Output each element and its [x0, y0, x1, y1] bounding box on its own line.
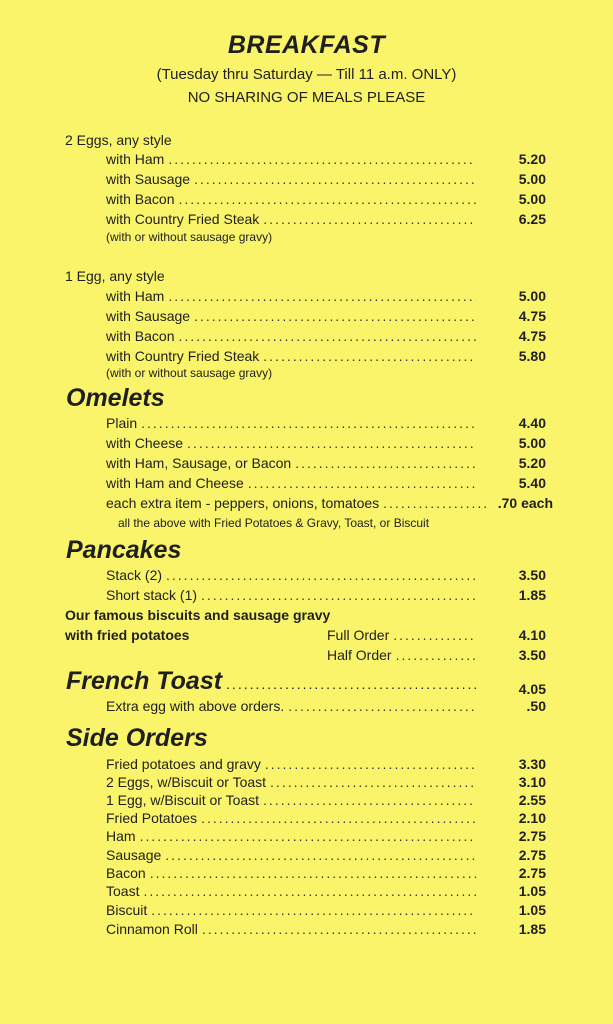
item-label: Stack (2): [106, 567, 163, 583]
item-price: 3.30: [518, 756, 546, 772]
item-price: 3.10: [518, 774, 546, 790]
leader-dots: [202, 921, 476, 937]
leader-dots: [140, 828, 476, 844]
item-label: Fried Potatoes: [106, 810, 198, 826]
menu-item: [106, 288, 478, 306]
menu-item: [106, 810, 478, 828]
item-label: Fried potatoes and gravy: [106, 756, 261, 772]
item-label: with Cheese: [106, 435, 184, 451]
item-label: with Ham and Cheese: [106, 475, 244, 491]
section-heading-pancakes: Pancakes: [66, 536, 182, 564]
item-price: 5.00: [518, 191, 546, 207]
menu-item: [106, 415, 478, 433]
biscuits-gravy-line-2: with fried potatoes: [65, 627, 190, 643]
biscuits-gravy-line-1: Our famous biscuits and sausage gravy: [65, 607, 331, 623]
menu-item: [327, 627, 478, 645]
menu-item: [106, 774, 478, 792]
section-heading-omelets: Omelets: [66, 384, 165, 412]
menu-item: [106, 902, 478, 920]
item-price: 3.50: [518, 647, 546, 663]
item-price: 2.75: [518, 847, 546, 863]
item-label: each extra item - peppers, onions, tomatoes: [106, 495, 380, 511]
item-label: with Bacon: [106, 191, 175, 207]
menu-item: [106, 475, 478, 493]
leader-dots: [396, 647, 476, 663]
item-label: Short stack (1): [106, 587, 198, 603]
item-label: with Bacon: [106, 328, 175, 344]
menu-item: [106, 328, 478, 346]
item-label: Bacon: [106, 865, 146, 881]
item-price: .50: [526, 698, 546, 714]
leader-dots: [194, 171, 476, 187]
leader-dots: [187, 435, 476, 451]
item-label: with Ham, Sausage, or Bacon: [106, 455, 292, 471]
item-price: 1.05: [518, 902, 546, 918]
item-price: 4.75: [518, 308, 546, 324]
item-label: Full Order: [327, 627, 390, 643]
item-price: 5.00: [518, 288, 546, 304]
french-toast-row: [66, 667, 478, 696]
item-price: 2.10: [518, 810, 546, 826]
item-label: with Ham: [106, 288, 165, 304]
gravy-note: (with or without sausage gravy): [106, 230, 273, 244]
item-label: Plain: [106, 415, 138, 431]
menu-item: [106, 847, 478, 865]
leader-dots: [265, 756, 476, 772]
leader-dots: [263, 211, 476, 227]
section-heading-two-eggs: 2 Eggs, any style: [65, 132, 172, 148]
item-label: with Sausage: [106, 171, 191, 187]
leader-dots: [166, 567, 476, 583]
item-price: 3.50: [518, 567, 546, 583]
item-label: with Sausage: [106, 308, 191, 324]
item-price: 5.20: [518, 455, 546, 471]
hours-subtitle: (Tuesday thru Saturday — Till 11 a.m. ONLY): [156, 66, 457, 83]
section-heading-side-orders: Side Orders: [66, 724, 208, 752]
item-label: with Country Fried Steak: [106, 211, 260, 227]
item-price: 5.00: [518, 435, 546, 451]
leader-dots: [178, 328, 476, 344]
item-price: 1.85: [518, 921, 546, 937]
item-label: Extra egg with above orders.: [106, 698, 285, 714]
item-label: Half Order: [327, 647, 392, 663]
item-price: 2.55: [518, 792, 546, 808]
leader-dots: [383, 495, 486, 511]
section-heading-one-egg: 1 Egg, any style: [65, 268, 165, 284]
item-price: 4.10: [518, 627, 546, 643]
leader-dots: [201, 587, 476, 603]
leader-dots: [295, 455, 476, 471]
item-price: 4.75: [518, 328, 546, 344]
menu-item: [106, 921, 478, 939]
item-label: 2 Eggs, w/Biscuit or Toast: [106, 774, 267, 790]
leader-dots: [168, 288, 476, 304]
section-heading-french-toast: French Toast: [66, 667, 223, 695]
leader-dots: [263, 792, 476, 808]
leader-dots: [143, 883, 476, 899]
menu-item: [106, 348, 478, 366]
menu-item: [106, 211, 478, 229]
menu-item: [106, 865, 478, 883]
item-price: 4.40: [518, 415, 546, 431]
page-title: BREAKFAST: [227, 31, 386, 59]
item-price: 2.75: [518, 828, 546, 844]
leader-dots: [194, 308, 476, 324]
leader-dots: [270, 774, 476, 790]
leader-dots: [226, 676, 478, 692]
leader-dots: [201, 810, 476, 826]
menu-item: [106, 883, 478, 901]
item-price: 4.05: [518, 681, 546, 697]
item-price: 6.25: [518, 211, 546, 227]
leader-dots: [263, 348, 476, 364]
leader-dots: [168, 151, 476, 167]
item-price: 1.05: [518, 883, 546, 899]
item-price: 5.40: [518, 475, 546, 491]
item-price: .70 each: [497, 495, 553, 511]
item-price: 5.00: [518, 171, 546, 187]
item-label: Biscuit: [106, 902, 148, 918]
item-label: Ham: [106, 828, 136, 844]
menu-item: [106, 698, 478, 716]
item-label: Sausage: [106, 847, 162, 863]
menu-item: [106, 756, 478, 774]
menu-item: [106, 435, 478, 453]
item-price: 1.85: [518, 587, 546, 603]
leader-dots: [150, 865, 476, 881]
sharing-notice: NO SHARING OF MEALS PLEASE: [187, 89, 426, 106]
leader-dots: [178, 191, 476, 207]
item-label: Cinnamon Roll: [106, 921, 198, 937]
item-price: 5.80: [518, 348, 546, 364]
menu-item: [106, 151, 478, 169]
leader-dots: [248, 475, 476, 491]
item-label: with Ham: [106, 151, 165, 167]
menu-item: [106, 828, 478, 846]
menu-item: [106, 308, 478, 326]
menu-item: [106, 455, 478, 473]
menu-item: [106, 587, 478, 605]
menu-item: [327, 647, 478, 665]
item-label: 1 Egg, w/Biscuit or Toast: [106, 792, 260, 808]
leader-dots: [141, 415, 476, 431]
item-price: 5.20: [518, 151, 546, 167]
item-label: with Country Fried Steak: [106, 348, 260, 364]
item-label: Toast: [106, 883, 140, 899]
leader-dots: [165, 847, 476, 863]
leader-dots: [288, 698, 476, 714]
menu-item: [106, 191, 478, 209]
menu-item: [106, 792, 478, 810]
leader-dots: [151, 902, 476, 918]
leader-dots: [393, 627, 476, 643]
menu-item: [106, 495, 488, 513]
menu-item: [106, 567, 478, 585]
menu-item: [106, 171, 478, 189]
item-price: 2.75: [518, 865, 546, 881]
gravy-note: (with or without sausage gravy): [106, 366, 273, 380]
omelet-sides-note: all the above with Fried Potatoes & Gravy, Toast, or Biscuit: [118, 516, 430, 530]
